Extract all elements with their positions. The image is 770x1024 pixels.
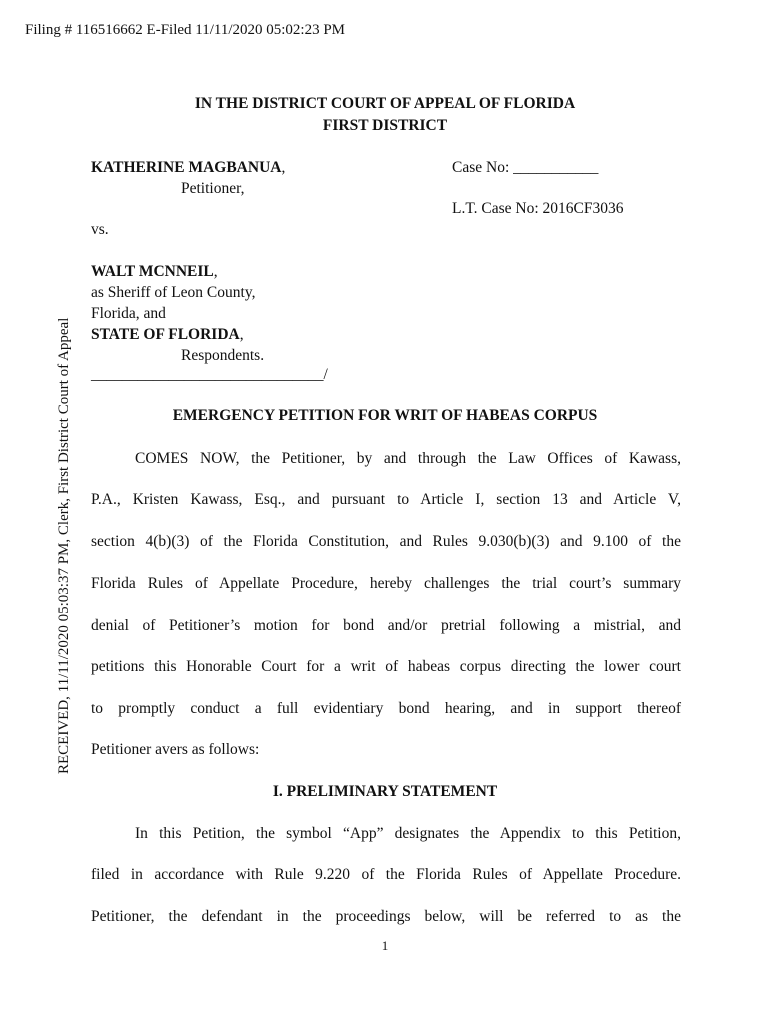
respondent1-name: [91, 263, 218, 281]
document-title: EMERGENCY PETITION FOR WRIT OF HABEAS CORPUS: [172, 407, 598, 424]
statement-line: Petitioner, the defendant in the proceedings below, will be referred to as the: [91, 908, 681, 925]
petitioner-name: [91, 159, 285, 177]
respondent2-comma: ,: [239, 326, 244, 343]
intro-line: P.A., Kristen Kawass, Esq., and pursuant to Article I, section 13 and Article V,: [91, 491, 681, 508]
court-name-line1: IN THE DISTRICT COURT OF APPEAL OF FLORIDA: [194, 95, 576, 112]
caption-rule-line: ______________________________/: [91, 366, 328, 383]
section-heading: I. PRELIMINARY STATEMENT: [272, 783, 498, 800]
court-name-line2: FIRST DISTRICT: [322, 117, 448, 134]
intro-line: to promptly conduct a full evidentiary bond hearing, and in support thereof: [91, 700, 681, 717]
intro-line: denial of Petitioner’s motion for bond and/or pretrial following a mistrial, and: [91, 617, 681, 634]
received-stamp: RECEIVED, 11/11/2020 05:03:37 PM, Clerk, First District Court of Appeal: [56, 317, 72, 774]
intro-line: petitions this Honorable Court for a writ of habeas corpus directing the lower court: [91, 658, 681, 675]
page-number: 1: [381, 938, 389, 953]
case-number: Case No: ___________: [452, 159, 599, 176]
lower-tribunal-case-number: L.T. Case No: 2016CF3036: [452, 200, 624, 217]
intro-line: section 4(b)(3) of the Florida Constitution, and Rules 9.030(b)(3) and 9.100 of the: [91, 533, 681, 550]
respondent2-name: [91, 326, 244, 344]
petitioner-comma: ,: [281, 159, 286, 176]
respondent2-name-text: STATE OF FLORIDA: [91, 326, 240, 343]
respondent1-line2: as Sheriff of Leon County,: [91, 284, 256, 301]
intro-line: Petitioner avers as follows:: [91, 741, 260, 758]
intro-line: Florida Rules of Appellate Procedure, hereby challenges the trial court’s summary: [91, 575, 681, 592]
respondent-role: Respondents.: [181, 347, 265, 364]
intro-line: COMES NOW, the Petitioner, by and through the Law Offices of Kawass,: [135, 450, 681, 467]
statement-line: filed in accordance with Rule 9.220 of the Florida Rules of Appellate Procedure.: [91, 866, 681, 883]
respondent1-line3: Florida, and: [91, 305, 166, 322]
statement-line: In this Petition, the symbol “App” designates the Appendix to this Petition,: [135, 825, 681, 842]
versus: vs.: [91, 221, 109, 238]
filing-stamp: Filing # 116516662 E-Filed 11/11/2020 05:02:23 PM: [25, 22, 346, 38]
petitioner-role: Petitioner,: [181, 180, 245, 197]
respondent1-comma: ,: [213, 263, 218, 280]
respondent1-name-text: WALT MCNNEIL: [91, 263, 214, 280]
petitioner-name-text: KATHERINE MAGBANUA: [91, 159, 282, 176]
